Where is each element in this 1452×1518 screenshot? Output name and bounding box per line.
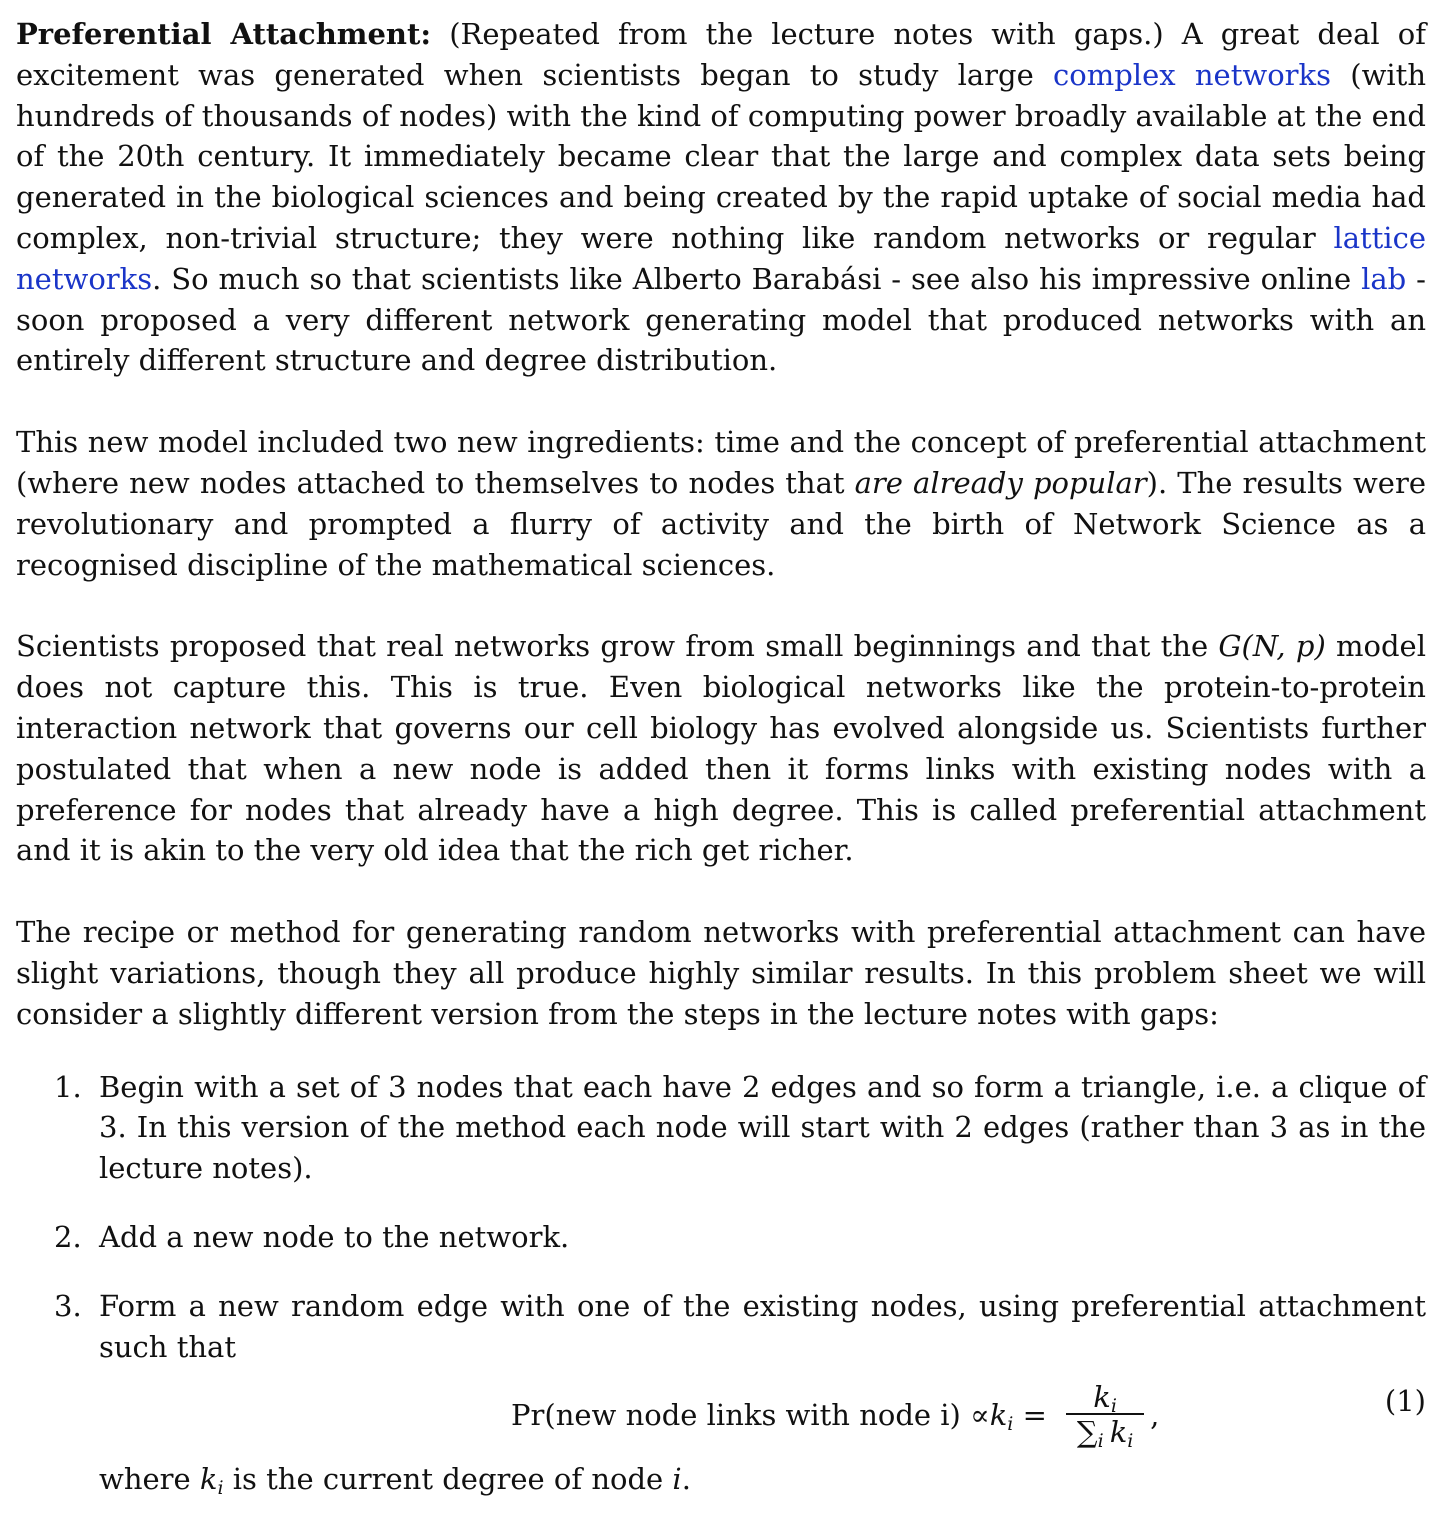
list-item-text: Begin with a set of 3 nodes that each have 2 edges and so form a triangle, i.e. a clique of 3. In this version of the method each node will start with 2 edges (rather than 3 as in the lecture notes). xyxy=(99,1069,1426,1186)
list-number: 1. xyxy=(54,1069,82,1104)
section-heading: Preferential Attachment: xyxy=(16,17,432,51)
paragraph-text: . So much so that scientists like Alberto Barabási - see also his impressive online xyxy=(152,261,1362,296)
equation-number: (1) xyxy=(1384,1384,1426,1419)
equation-equals: = xyxy=(1013,1397,1057,1432)
complex-networks-link[interactable]: complex networks xyxy=(1053,57,1331,92)
lab-link[interactable]: lab xyxy=(1361,261,1407,296)
math-ki: $k_i$ xyxy=(199,1462,224,1500)
list-item-text: Form a new random edge with one of the existing nodes, using preferential attachment such that xyxy=(99,1288,1426,1364)
list-item-text: Add a new node to the network. xyxy=(99,1219,570,1254)
paragraph-text: (with hundreds of thousands of nodes) with the kind of computing power broadly available at the end of the 20th century. It immediately became clear that the large and complex data sets being generated in the biological sciences and being created by the rapid uptake of social media had complex, non-trivial structure; they were nothing like random networks or regular xyxy=(16,57,1427,255)
paragraph-growth xyxy=(16,626,1426,871)
paragraph-recipe: The recipe or method for generating random networks with preferential attachment can have slight variations, though they all produce highly similar results. In this problem sheet we will consider a slightly different version from the steps in the lecture notes with gaps: xyxy=(16,915,1426,1031)
math-gnp: G(N, p) xyxy=(1218,629,1326,664)
paragraph-text: ). The results were revolutionary and prompted a flurry of activity and the birth of Network Science as a recognised discipline of the mathematical sciences. xyxy=(16,465,1426,582)
equation-comma: , xyxy=(1150,1397,1160,1432)
paragraph-new-model xyxy=(16,422,1426,585)
list-item xyxy=(16,1217,1426,1258)
paragraph-text: This new model included two new ingredients: time and the concept of preferential attachment (where new nodes attached to themselves to nodes that xyxy=(16,425,1426,500)
fraction-numerator: $k_i$ xyxy=(1093,1380,1117,1418)
document-page xyxy=(16,14,1426,1500)
emphasis-text: are already popular xyxy=(854,465,1147,500)
step3-explanation: where $k_i$ is the current degree of node i. xyxy=(99,1462,691,1500)
list-number: 3. xyxy=(54,1288,82,1323)
paragraph-text: (Repeated from the lecture notes with gaps.) A great deal of excitement was generated when scientists began to study large xyxy=(16,17,1426,92)
equation-k: $k_i$ xyxy=(989,1397,1014,1435)
lattice-networks-link[interactable]: lattice networks xyxy=(16,220,1426,296)
paragraph-text: Scientists proposed that real networks grow from small beginnings and that the xyxy=(16,629,1219,664)
math-node-i: i xyxy=(672,1462,682,1497)
equation-lhs: Pr(new node links with node i) ∝ xyxy=(511,1397,990,1432)
paragraph-preferential-attachment xyxy=(16,14,1426,381)
equation-fraction xyxy=(1066,1380,1144,1453)
paragraph-text: - soon proposed a very different network generating model that produced networks with an entirely different structure and degree distribution. xyxy=(16,261,1426,378)
equation-body xyxy=(511,1380,1160,1453)
steps-list xyxy=(16,1067,1426,1501)
list-item xyxy=(16,1067,1426,1189)
paragraph-text: model does not capture this. This is true. Even biological networks like the protein-to-protein interaction network that governs our cell biology has evolved alongside us. Scientists further postulated that when a new node is added then it forms links with existing nodes with a preference for nodes that already have a high degree. This is called preferential attachment and it is akin to the very old idea that the rich get richer. xyxy=(16,629,1426,868)
list-number: 2. xyxy=(54,1219,82,1254)
equation-block xyxy=(99,1367,1426,1453)
list-item xyxy=(16,1286,1426,1500)
fraction-denominator: $\sum_i$ $k_i$ xyxy=(1076,1415,1134,1453)
